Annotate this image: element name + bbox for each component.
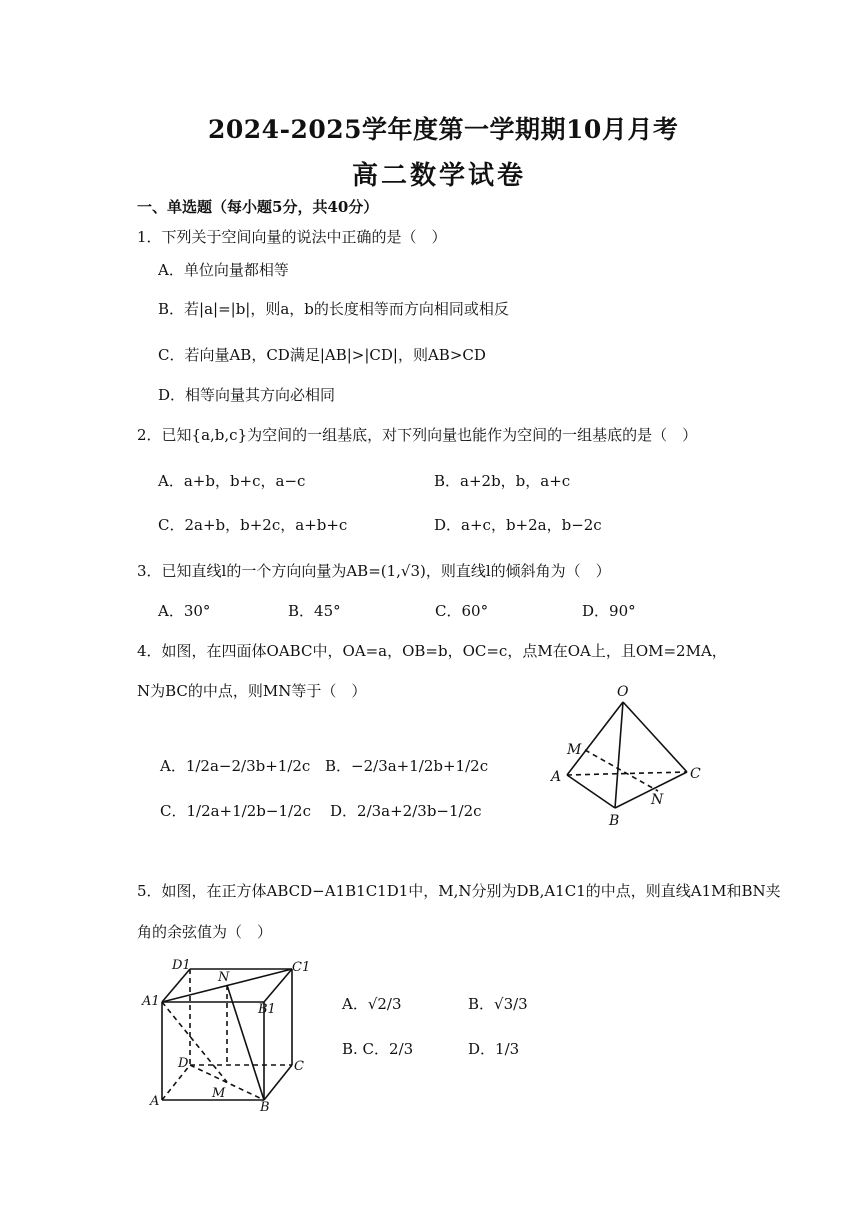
q1-stem: 1．下列关于空间向量的说法中正确的是（ ） [137,228,447,246]
label-B: B [609,813,620,829]
q5-option-a: A．√2/3 [342,995,402,1013]
label-B-cube: B [260,1100,270,1115]
label-C1: C1 [292,960,311,975]
label-A1: A1 [142,994,160,1009]
q1-option-a: A．单位向量都相等 [158,261,289,279]
q2-option-b: B．a+2b，b，a+c [434,472,571,490]
q4-stem-line2: N为BC的中点，则MN等于（ ） [137,682,367,700]
q4-option-d: D．2/3a+2/3b−1/2c [330,802,482,820]
q4-option-a: A．1/2a−2/3b+1/2c [160,757,311,775]
q3-option-d: D．90° [582,602,636,620]
label-D: D [178,1056,189,1071]
q3-option-b: B．45° [288,602,341,620]
q4-option-b: B．−2/3a+1/2b+1/2c [325,757,489,775]
q5-stem-line1: 5．如图，在正方体ABCD−A1B1C1D1中，M,N分别为DB,A1C1的中点，则直线A1M和BN夹 [137,882,781,900]
q1-option-c: C．若向量AB，CD满足|AB|>|CD|，则AB>CD [158,346,486,364]
tetrahedron-figure [545,680,725,830]
label-M: M [567,742,582,758]
q3-option-a: A．30° [158,602,211,620]
q1-option-d: D．相等向量其方向必相同 [158,386,336,404]
q1-option-b: B．若|a|=|b|，则a，b的长度相等而方向相同或相反 [158,300,509,318]
label-M-cube: M [212,1086,226,1101]
label-O: O [617,684,629,700]
q4-option-c: C．1/2a+1/2b−1/2c [160,802,311,820]
label-A: A [551,769,562,785]
q2-option-d: D．a+c，b+2a，b−2c [434,516,602,534]
q3-stem: 3．已知直线l的一个方向向量为AB=(1,√3)，则直线l的倾斜角为（ ） [137,562,611,580]
q2-option-a: A．a+b，b+c，a−c [158,472,306,490]
exam-subtitle: 高二数学试卷 [352,161,527,191]
label-D1: D1 [172,958,191,973]
q3-option-c: C．60° [435,602,489,620]
q5-stem-line2: 角的余弦值为（ ） [137,923,273,941]
cube-figure [140,955,320,1115]
label-B1: B1 [258,1002,276,1017]
section-heading: 一、单选题（每小题5分，共40分） [137,198,379,216]
q5-option-b: B．√3/3 [468,995,528,1013]
label-C-cube: C [294,1059,304,1074]
label-N-cube: N [218,970,230,985]
label-C: C [690,766,701,782]
q5-option-d: D．1/3 [468,1040,520,1058]
q2-stem: 2．已知{a,b,c}为空间的一组基底，对下列向量也能作为空间的一组基底的是（ ） [137,426,698,444]
exam-title: 2024-2025学年度第一学期期10月月考 [208,115,679,144]
label-N: N [651,792,664,808]
q5-option-c: B. C．2/3 [342,1040,414,1058]
q4-stem-line1: 4．如图，在四面体OABC中，OA=a，OB=b，OC=c，点M在OA上，且OM=2MA， [137,642,727,660]
label-A-cube: A [150,1094,160,1109]
q2-option-c: C．2a+b，b+2c，a+b+c [158,516,348,534]
